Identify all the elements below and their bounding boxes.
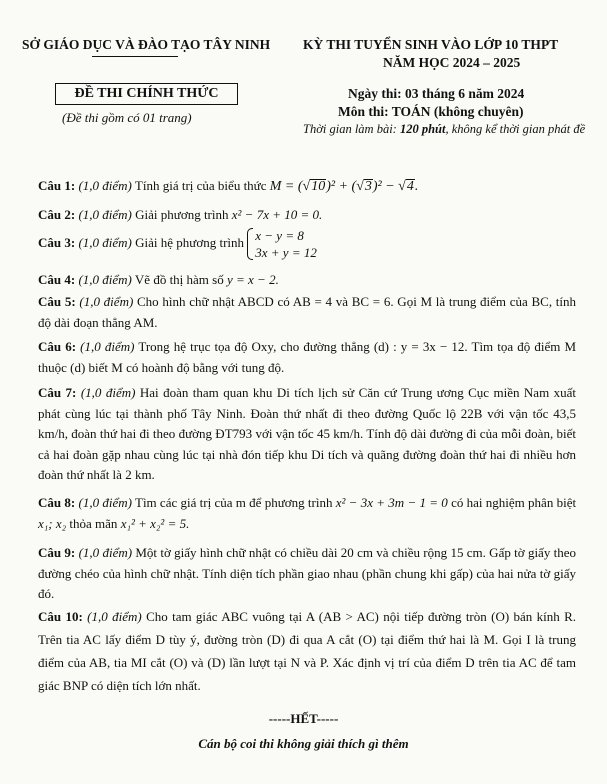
official-exam-box: ĐỀ THI CHÍNH THỨC <box>55 83 238 105</box>
question-label: Câu 6: <box>38 339 77 354</box>
question-4 <box>38 270 576 291</box>
page-note: (Đề thi gồm có 01 trang) <box>62 110 192 125</box>
question-label: Câu 10: <box>38 609 83 624</box>
time-value: 120 phút <box>399 122 446 136</box>
question-points: (1,0 điểm) <box>87 609 142 624</box>
question-label: Câu 2: <box>38 207 76 222</box>
q4-function: y = x − 2. <box>226 272 279 287</box>
question-points: (1,0 điểm) <box>78 207 132 222</box>
question-text: Cho tam giác ABC vuông tại A (AB > AC) nội tiếp đường tròn (O) bán kính R. Trên tia AC lấy điểm D tùy ý, đường tròn (D) đi qua A cắt (O) tại điểm thứ hai là M. Gọi I là trung điểm của AB, tia MI cắt (O) và (D) lần lượt tại N và P. Xác định vị trí của điểm D trên tia AC để tam giác BNP có diện tích lớn nhất. <box>38 609 577 693</box>
question-text: Cho hình chữ nhật ABCD có AB = 4 và BC = 6. Gọi M là trung điểm của BC, tính độ dài đoạn thẳng AM. <box>38 294 577 330</box>
question-points: (1,0 điểm) <box>78 495 132 510</box>
q8-condition: x₁² + x₂² = 5. <box>120 515 190 531</box>
question-label: Câu 5: <box>38 294 76 309</box>
question-points: (1,0 điểm) <box>78 178 132 193</box>
q3-system <box>247 227 317 261</box>
question-label: Câu 8: <box>38 495 76 510</box>
question-8 <box>38 493 576 534</box>
exam-name: KỲ THI TUYỂN SINH VÀO LỚP 10 THPT <box>303 37 559 52</box>
question-label: Câu 3: <box>38 234 76 250</box>
question-text: Trong hệ trục tọa độ Oxy, cho đường thẳng (d) : y = 3x − 12. Tìm tọa độ điểm M thuộc (d) biết M có hoành độ bằng với tung độ. <box>38 339 577 375</box>
question-label: Câu 1: <box>38 178 76 193</box>
question-10 <box>38 605 576 697</box>
q8-condition-prefix: thỏa mãn <box>69 515 118 531</box>
q2-equation: x² − 7x + 10 = 0. <box>231 207 323 222</box>
question-7 <box>38 383 576 486</box>
question-label: Câu 7: <box>38 385 77 400</box>
question-points: (1,0 điểm) <box>78 272 132 287</box>
question-1 <box>38 176 576 198</box>
exam-subject: Môn thi: TOÁN (không chuyên) <box>338 104 524 119</box>
q3-eq1: x − y = 8 <box>255 228 304 243</box>
question-5 <box>38 292 576 333</box>
q3-eq2: 3x + y = 12 <box>255 245 317 260</box>
q1-expression: M = (√10)² + (√3)² − √4. <box>269 179 419 194</box>
q8-line2-prefix: phân biệt <box>528 495 577 510</box>
question-3 <box>38 227 576 261</box>
department-name: SỞ GIÁO DỤC VÀ ĐÀO TẠO TÂY NINH <box>22 37 271 52</box>
q8-equation: x² − 3x + 3m − 1 = 0 <box>335 495 448 510</box>
q8-roots: x₁; x₂ <box>38 515 67 531</box>
question-text: Một tờ giấy hình chữ nhật có chiều dài 20 cm và chiều rộng 15 cm. Gấp tờ giấy theo đường chéo của hình chữ nhật. Tính diện tích phần giao nhau (phần chung khi gấp) của hai nửa tờ giấy đó. <box>38 545 577 601</box>
question-label: Câu 4: <box>38 272 76 287</box>
exam-time <box>303 122 585 137</box>
question-9 <box>38 543 576 605</box>
question-points: (1,0 điểm) <box>78 545 133 560</box>
question-text: Giải hệ phương trình <box>135 234 245 250</box>
question-text: Hai đoàn tham quan khu Di tích lịch sử Căn cứ Trung ương Cục miền Nam xuất phát cùng lúc tại thành phố Tây Ninh. Đoàn thứ nhất đi theo đường Quốc lộ 22B với vận tốc 43,5 km/h, đoàn thứ hai đi theo đường ĐT793 với vận tốc 45 km/h. Tính độ dài đường đi của mỗi đoàn, biết cả hai đoàn gặp nhau cùng lúc tại nhà đón tiếp khu Di tích và quãng đường đoàn thứ hai đi nhiều hơn đoàn thứ nhất là 2 km. <box>38 385 577 482</box>
school-year: NĂM HỌC 2024 – 2025 <box>383 55 521 70</box>
question-text: Giải phương trình <box>135 207 229 222</box>
time-prefix: Thời gian làm bài: <box>303 122 400 136</box>
question-points: (1,0 điểm) <box>80 385 136 400</box>
q8-tail: có hai nghiệm <box>451 495 525 510</box>
exam-date: Ngày thi: 03 tháng 6 năm 2024 <box>348 86 525 101</box>
time-suffix: , không kể thời gian phát đề <box>445 122 586 136</box>
question-points: (1,0 điểm) <box>80 339 135 354</box>
question-points: (1,0 điểm) <box>79 294 134 309</box>
question-6 <box>38 337 576 378</box>
department-underline <box>92 56 178 57</box>
end-mark: -----HẾT----- <box>268 711 339 726</box>
question-text: Vẽ đồ thị hàm số <box>134 272 224 287</box>
question-text: Tính giá trị của biểu thức <box>134 178 267 193</box>
question-text: Tìm các giá trị của m để phương trình <box>135 495 333 510</box>
question-points: (1,0 điểm) <box>78 234 132 250</box>
footer-note: Cán bộ coi thi không giải thích gì thêm <box>198 736 409 751</box>
question-label: Câu 9: <box>38 545 76 560</box>
question-2 <box>38 205 576 226</box>
